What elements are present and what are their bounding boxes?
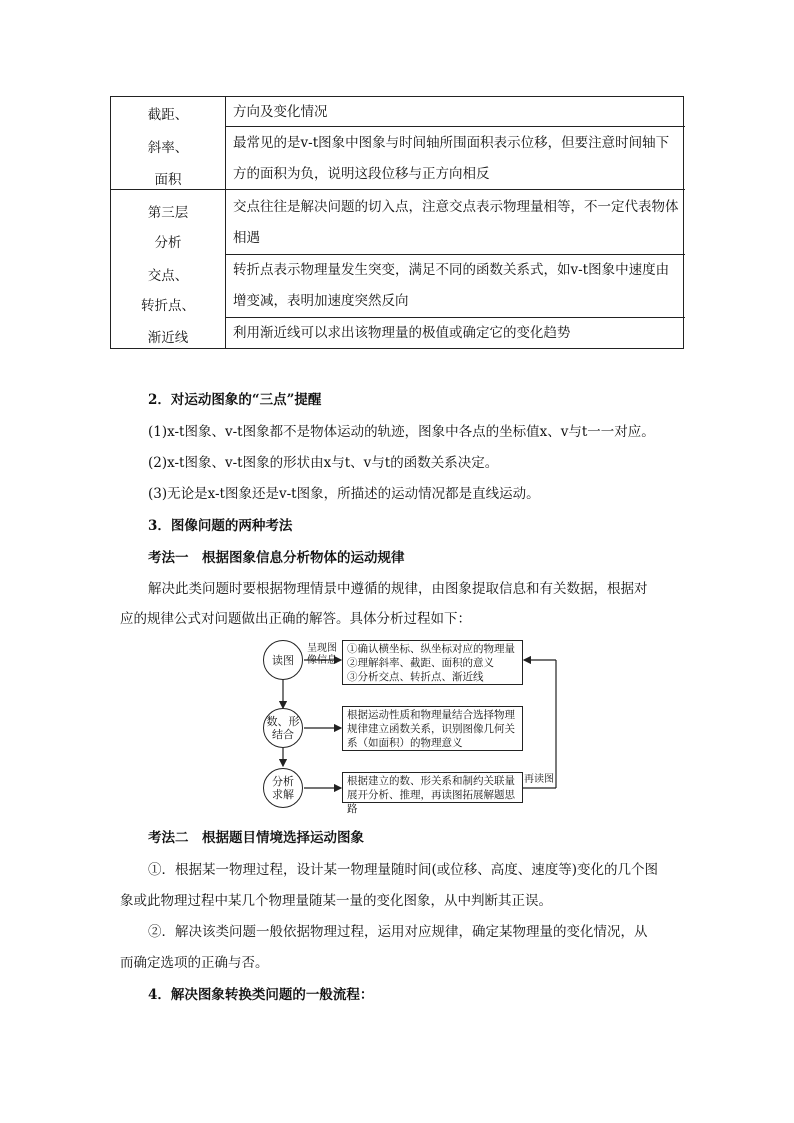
- table-cell-area: 最常见的是v-t图象中图象与时间轴所围面积表示位移，但要注意时间轴下方的面积为负，说明这段位移与正方向相反: [233, 135, 670, 182]
- table-cell-intersection: 交点往往是解决问题的切入点，注意交点表示物理量相等，不一定代表物体相遇: [233, 199, 679, 246]
- analysis-table: [110, 96, 684, 349]
- flow-label-present-line1: 呈现图: [307, 643, 337, 654]
- section3-title: 3．图像问题的两种考法: [148, 518, 293, 534]
- flow-box1-line3: ③分析交点、转折点、渐近线: [347, 671, 484, 683]
- method2-point2-line2: 而确定选项的正确与否。: [120, 955, 269, 971]
- method2-point2-line1: ②．解决该类问题一般依据物理过程，运用对应规律，确定某物理量的变化情况，从: [148, 924, 648, 940]
- table-left-5: 分析: [154, 235, 182, 251]
- section2-title: 2．对运动图象的“三点”提醒: [148, 392, 322, 408]
- flow-node-combine-line2: 结合: [272, 728, 294, 741]
- table-left-3: 面积: [154, 172, 182, 188]
- flow-label-present-line2: 像信息: [307, 655, 337, 666]
- method2-point1-line1: ①．根据某一物理过程，设计某一物理量随时间(或位移、高度、速度等)变化的几个图: [148, 862, 659, 878]
- flow-box3-line1: 根据建立的数、形关系和制约关联量: [347, 775, 515, 787]
- section2-point3: (3)无论是x-t图象还是v-t图象，所描述的运动情况都是直线运动。: [148, 486, 540, 502]
- flow-box-solve-info: [342, 772, 523, 815]
- method1-text-line2: 应的规律公式对问题做出正确的解答。具体分析过程如下：: [120, 611, 471, 627]
- section2-point1: (1)x-t图象、v-t图象都不是物体运动的轨迹，图象中各点的坐标值x、v与t一一对应。: [148, 424, 655, 440]
- table-left-7: 转折点、: [141, 298, 195, 314]
- table-cell-asymptote: 利用渐近线可以求出该物理量的极值或确定它的变化趋势: [233, 325, 571, 341]
- flow-box2-line1: 根据运动性质和物理量结合选择物理: [347, 709, 515, 721]
- flow-node-solve-line2: 求解: [272, 788, 294, 801]
- flow-node-solve: [263, 768, 303, 808]
- flow-label-present: [304, 643, 340, 667]
- section2-point2: (2)x-t图象、v-t图象的形状由x与t、v与t的函数关系决定。: [148, 455, 499, 471]
- table-left-1: 截距、: [147, 107, 189, 123]
- flow-box-combine-info: [342, 706, 523, 751]
- table-left-2: 斜率、: [147, 140, 189, 156]
- flow-box3-line2: 展开分析、推理，再读图拓展解题思路: [347, 789, 515, 815]
- flow-box1-line1: ①确认横坐标、纵坐标对应的物理量: [347, 643, 515, 655]
- flow-box-read-info: [342, 640, 523, 685]
- flow-box1-line2: ②理解斜率、截距、面积的意义: [347, 657, 494, 669]
- section4-title: 4．解决图象转换类问题的一般流程：: [148, 987, 374, 1003]
- table-left-8: 渐近线: [147, 330, 189, 346]
- flow-box2-line2: 规律建立函数关系，识别图像几何关: [347, 723, 515, 735]
- flow-node-combine: [263, 708, 303, 748]
- table-left-4: 第三层: [147, 205, 189, 221]
- method1-title: 考法一 根据图象信息分析物体的运动规律: [148, 550, 405, 566]
- flow-node-combine-line1: 数、形: [266, 715, 300, 728]
- table-cell-turning: 转折点表示物理量发生突变，满足不同的函数关系式，如v-t图象中速度由增变减，表明加速度突然反向: [233, 262, 670, 309]
- flow-node-read: 读图: [263, 640, 303, 680]
- flow-label-reread: 再读图: [524, 774, 554, 785]
- method2-title: 考法二 根据题目情境选择运动图象: [148, 830, 364, 846]
- flow-box2-line3: 系（如面积）的物理意义: [347, 737, 463, 749]
- method1-text-line1: 解决此类问题时要根据物理情景中遵循的规律，由图象提取信息和有关数据，根据对: [148, 581, 648, 597]
- table-cell-direction: 方向及变化情况: [233, 104, 328, 120]
- table-left-6: 交点、: [147, 268, 189, 284]
- method2-point1-line2: 象或此物理过程中某几个物理量随某一量的变化图象，从中判断其正误。: [120, 893, 552, 909]
- flow-node-solve-line1: 分析: [272, 775, 294, 788]
